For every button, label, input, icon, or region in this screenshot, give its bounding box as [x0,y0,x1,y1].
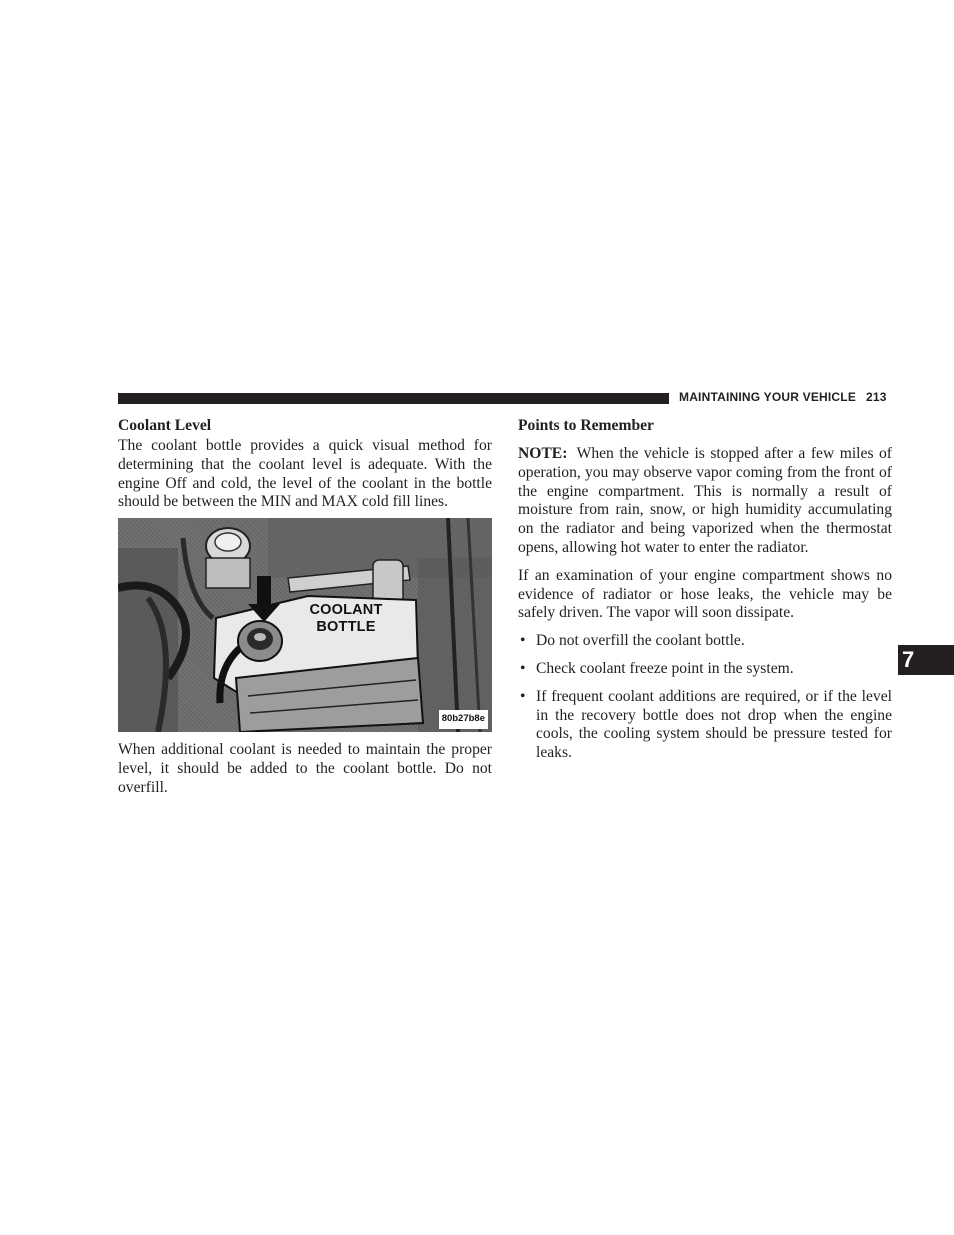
bullet-icon: • [520,687,526,705]
list-item [518,660,892,679]
section-title: MAINTAINING YOUR VEHICLE [679,390,857,404]
examination-paragraph: If an examination of your engine compartment shows no evidence of radiator or hose leaks, the vehicle may be safely driven. The vapor will soon dissipate. [518,566,892,622]
list-item [518,632,892,651]
page-number: 213 [866,390,887,404]
header-rule [118,393,669,404]
coolant-level-after-figure: When additional coolant is needed to maintain the proper level, it should be added to the coolant bottle. Do not overfill. [118,741,492,796]
running-header [679,390,887,404]
left-column [118,416,492,798]
callout-line-2: BOTTLE [316,619,376,636]
note-paragraph [518,445,892,558]
coolant-bottle-callout [296,602,396,636]
list-item-text: Check coolant freeze point in the system. [536,659,794,677]
chapter-tab: 7 [898,645,954,675]
list-item-text: Do not overfill the coolant bottle. [536,632,745,650]
bullet-icon: • [520,632,526,650]
right-column [518,416,892,763]
note-text: When the vehicle is stopped after a few miles of operation, you may observe vapor coming from the front of the engine compartment. This is normally a result of moisture from rain, snow, or high humidity accumulating on the radiator and being vaporized when the thermostat opens, allowing hot water to enter the radiator. [518,445,893,556]
coolant-level-heading: Coolant Level [118,417,212,434]
note-label: NOTE: [518,445,568,462]
bullet-icon: • [520,659,526,677]
figure-code: 80b27b8e [439,710,488,729]
reminder-list [518,632,892,763]
points-to-remember-heading: Points to Remember [518,417,654,434]
coolant-level-intro: The coolant bottle provides a quick visual method for determining that the coolant level is adequate. With the engine Off and cold, the level of the coolant in the bottle should be between the MIN and MAX cold fill lines. [118,437,492,511]
list-item-text: If frequent coolant additions are required, or if the level in the recovery bottle does not drop when the engine cools, the cooling system should be pressure tested for leaks. [536,687,892,762]
list-item [518,688,892,763]
callout-line-1: COOLANT [309,602,383,619]
coolant-bottle-figure [118,518,492,732]
